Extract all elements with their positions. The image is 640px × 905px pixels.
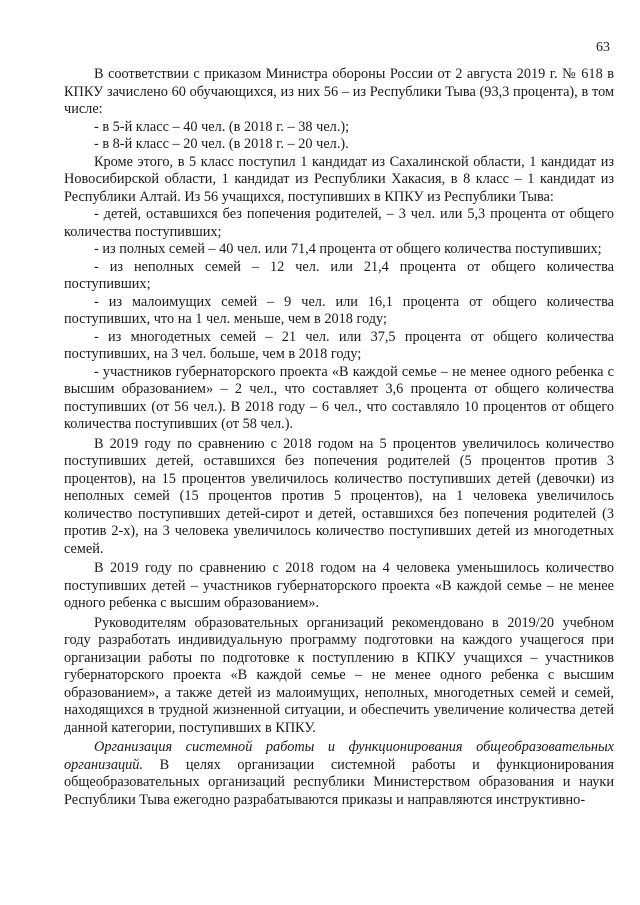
paragraph-recommendations: Руководителям образовательных организаций рекомендовано в 2019/20 учебном году разработать индивидуальную программу подготовки на каждого учащегося при организации работы по подготовке к поступлению в КПКУ учащихся – участников губернаторского проекта «В каждой семье – не менее одного ребенка с высшим образованием», а также детей из малоимущих, неполных, многодетных семей и семей, находящихся в трудной жизненной ситуации, и обеспечить увеличение количества детей данной категории, поступивших в КПКУ. bbox=[64, 614, 614, 736]
italic-heading: Организация системной работы и функционирования общеобразовательных организаций. bbox=[64, 739, 614, 773]
paragraph-comparison-decrease: В 2019 году по сравнению с 2018 годом на 4 человека уменьшилось количество поступивших детей – участников губернаторского проекта «В каждой семье – не менее одного ребенка с высшим образованием». bbox=[64, 560, 614, 611]
list-item-orphans: - детей, оставшихся без попечения родителей, – 3 чел. или 5,3 процента от общего количества поступивших; bbox=[64, 206, 614, 240]
paragraph-organization bbox=[64, 739, 614, 809]
paragraph-other-candidates: Кроме этого, в 5 класс поступил 1 кандидат из Сахалинской области, 1 кандидат из Новосибирской области, 1 кандидат из Республики Хакасия, в 8 класс – 1 кандидат из Республики Алтай. Из 56 учащихся, поступивших в КПКУ из Республики Тыва: bbox=[64, 153, 614, 205]
list-item-low-income: - из малоимущих семей – 9 чел. или 16,1 процента от общего количества поступивших, что на 1 чел. меньше, чем в 2018 году; bbox=[64, 293, 614, 327]
page-number: 63 bbox=[596, 40, 610, 55]
paragraph-comparison-increase: В 2019 году по сравнению с 2018 годом на 5 процентов увеличилось количество поступивших детей, оставшихся без попечения родителей (5 процентов против 3 процентов), на 15 процентов увеличилось количество поступивших детей (девочки) из неполных семей (15 процентов против 5 процентов), на 1 человека увеличилось количество поступивших детей-сирот и детей, оставшихся без попечения родителей (3 против 2-х), на 3 человека увеличилось количество поступивших детей из многодетных семей. bbox=[64, 435, 614, 557]
document-body bbox=[64, 66, 614, 809]
list-item-large-families: - из многодетных семей – 21 чел. или 37,5 процента от общего количества поступивших, на 3 чел. больше, чем в 2018 году; bbox=[64, 328, 614, 362]
list-item-project-participants: - участников губернаторского проекта «В каждой семье – не менее одного ребенка с высшим образованием» – 2 чел., что составляет 3,6 процента от общего количества поступивших (от 56 чел.). В 2018 году – 6 чел., что составляло 10 процентов от общего количества поступивших (от 58 чел.). bbox=[64, 363, 614, 432]
paragraph-order: В соответствии с приказом Министра обороны России от 2 августа 2019 г. № 618 в КПКУ зачислено 60 обучающихся, из них 56 – из Республики Тыва (93,3 процента), в том числе: bbox=[64, 66, 614, 117]
list-item-grade5: - в 5-й класс – 40 чел. (в 2018 г. – 38 чел.); bbox=[94, 118, 350, 135]
paragraph-organization-text: В целях организации системной работы и функционирования общеобразовательных организаций республики Министерством образования и науки Республики Тыва ежегодно разрабатываются приказы и направляются инструктивно- bbox=[64, 756, 614, 808]
list-item-grade8: - в 8-й класс – 20 чел. (в 2018 г. – 20 чел.). bbox=[94, 136, 349, 152]
list-item-full-families: - из полных семей – 40 чел. или 71,4 процента от общего количества поступивших; bbox=[94, 241, 602, 257]
list-item-single-parent: - из неполных семей – 12 чел. или 21,4 процента от общего количества поступивших; bbox=[64, 258, 614, 292]
